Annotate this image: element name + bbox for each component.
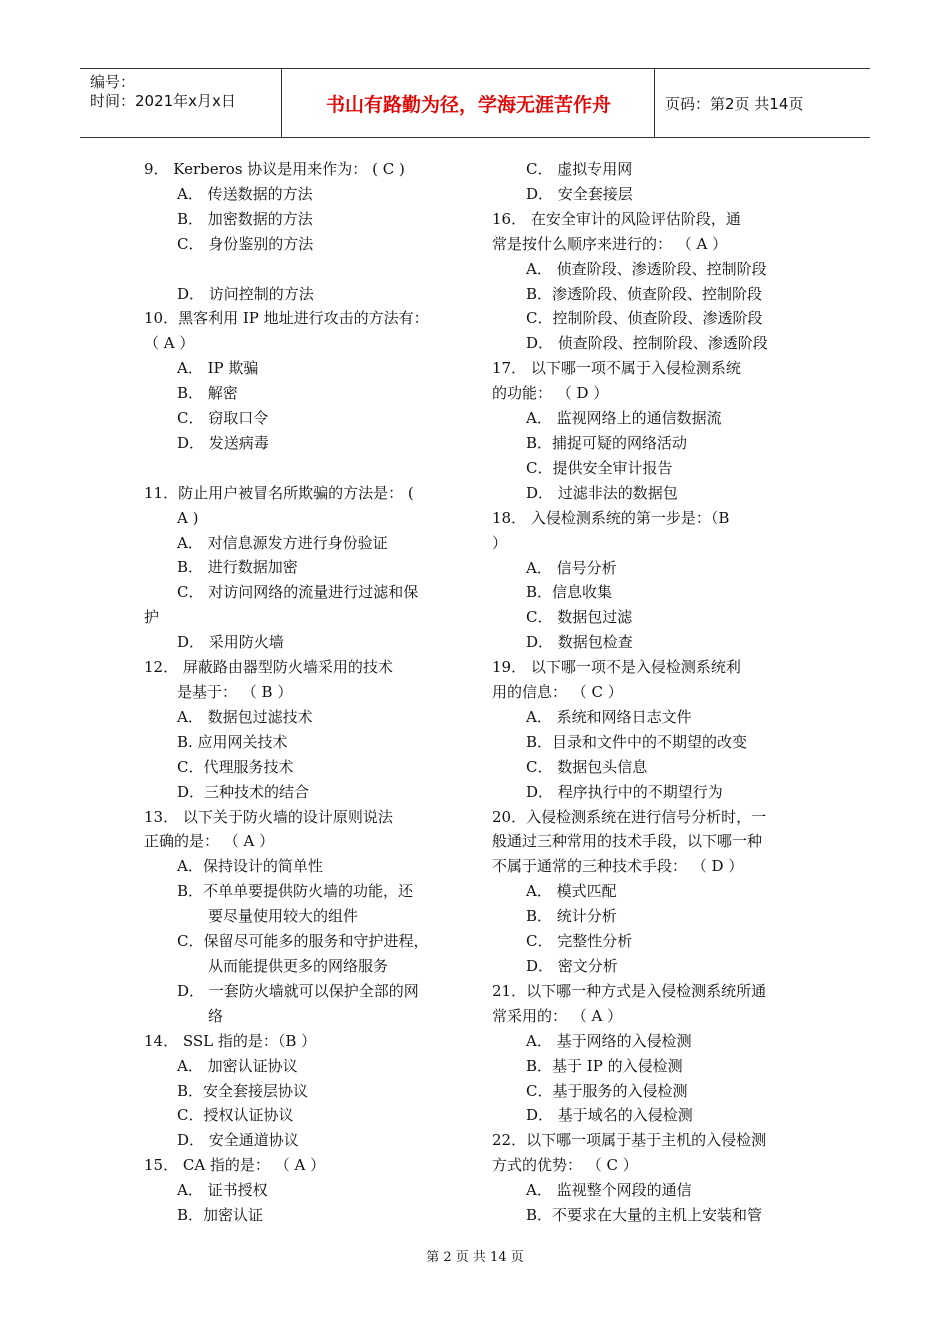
- option-line: D． 过滤非法的数据包: [526, 483, 678, 502]
- option-line: 从而能提供更多的网络服务: [208, 956, 389, 975]
- option-line: C． 数据包头信息: [526, 757, 648, 776]
- question-line: 22．以下哪一项属于基于主机的入侵检测: [492, 1131, 767, 1150]
- option-line: A． 对信息源发方进行身份验证: [177, 533, 388, 552]
- option-line: C．代理服务技术: [177, 757, 294, 776]
- option-line: B．安全套接层协议: [177, 1081, 309, 1100]
- option-line: C．保留尽可能多的服务和守护进程，: [177, 932, 429, 951]
- question-line: 10．黑客利用 IP 地址进行攻击的方法有：: [144, 309, 429, 328]
- option-line: C． 身份鉴别的方法: [177, 234, 314, 253]
- option-line: 护: [144, 608, 160, 627]
- option-line: B． 解密: [177, 384, 238, 403]
- option-line: B． 加密数据的方法: [177, 209, 313, 228]
- option-line: B. 应用网关技术: [177, 732, 288, 751]
- code-label: 编号：: [90, 73, 136, 91]
- option-line: C．提供安全审计报告: [526, 458, 673, 477]
- right-column: [492, 157, 810, 1228]
- question-line: 9． Kerberos 协议是用来作为： ( C ): [144, 160, 405, 178]
- option-line: B．捕捉可疑的网络活动: [526, 433, 688, 452]
- page-footer: 第 2 页 共 14 页: [426, 1250, 524, 1265]
- option-line: A．保持设计的简单性: [177, 857, 323, 876]
- option-line: 般通过三种常用的技术手段，以下哪一种: [492, 832, 763, 851]
- option-line: 是基于： （ B ）: [177, 683, 293, 701]
- option-line: 方式的优势： （ C ）: [492, 1156, 638, 1175]
- option-line: B．加密认证: [177, 1206, 264, 1225]
- option-line: 用的信息： （ C ）: [492, 683, 623, 702]
- option-line: A． 监视网络上的通信数据流: [526, 409, 722, 428]
- option-line: C．授权认证协议: [177, 1106, 294, 1125]
- option-line: D． 安全套接层: [526, 184, 633, 203]
- option-line: D．三种技术的结合: [177, 782, 310, 801]
- left-column: [144, 157, 470, 1228]
- question-line: 19． 以下哪一项不是入侵检测系统利: [492, 658, 741, 677]
- option-line: A． 系统和网络日志文件: [526, 707, 692, 726]
- option-line: A． 加密认证协议: [177, 1056, 298, 1075]
- blank-line: [144, 257, 470, 282]
- question-line: 16． 在安全审计的风险评估阶段，通: [492, 209, 741, 228]
- option-line: B． 进行数据加密: [177, 558, 298, 577]
- option-line: C．控制阶段、侦查阶段、渗透阶段: [526, 309, 763, 328]
- option-line: A． 监视整个网段的通信: [526, 1181, 692, 1200]
- question-line: 14． SSL 指的是：（B ）: [144, 1031, 317, 1050]
- option-line: D． 一套防火墙就可以保护全部的网: [177, 981, 419, 1000]
- header-motto: 书山有路勤为径，学海无涯苦作舟: [283, 69, 655, 137]
- question-line: 13． 以下关于防火墙的设计原则说法: [144, 807, 393, 826]
- question-line: 17． 以下哪一项不属于入侵检测系统: [492, 359, 741, 378]
- option-line: C． 虚拟专用网: [526, 160, 633, 178]
- option-line: A ): [177, 508, 199, 527]
- option-line: A． 信号分析: [526, 558, 617, 577]
- option-line: C． 窃取口令: [177, 409, 269, 428]
- option-line: （ A ）: [144, 334, 195, 353]
- option-line: B．基于 IP 的入侵检测: [526, 1056, 683, 1075]
- question-line: 18． 入侵检测系统的第一步是：（B: [492, 508, 730, 527]
- option-line: A． 数据包过滤技术: [177, 707, 313, 726]
- option-line: 络: [208, 1006, 224, 1025]
- option-line: A． 证书授权: [177, 1181, 268, 1200]
- option-line: A． 模式匹配: [526, 882, 617, 901]
- option-line: B．目录和文件中的不期望的改变: [526, 732, 748, 751]
- page-header: [80, 68, 870, 138]
- option-line: 常是按什么顺序来进行的： （ A ）: [492, 234, 728, 253]
- option-line: ）: [492, 533, 508, 552]
- option-line: C． 对访问网络的流量进行过滤和保: [177, 583, 419, 602]
- option-line: B． 统计分析: [526, 907, 617, 926]
- option-line: D． 密文分析: [526, 957, 618, 975]
- option-line: A． 侦查阶段、渗透阶段、控制阶段: [526, 259, 767, 278]
- option-line: B．不单单要提供防火墙的功能，还: [177, 882, 414, 901]
- option-line: C． 数据包过滤: [526, 608, 633, 627]
- option-line: B．信息收集: [526, 583, 613, 602]
- header-page-info: 页码：第2页 共14页: [665, 94, 804, 113]
- option-line: 不属于通常的三种技术手段： （ D ）: [492, 857, 744, 876]
- option-line: D． 安全通道协议: [177, 1131, 299, 1150]
- date-label: 时间：2021年x月x日: [90, 92, 236, 110]
- option-line: 常采用的： （ A ）: [492, 1006, 623, 1025]
- option-line: B．不要求在大量的主机上安装和管: [526, 1206, 763, 1225]
- option-line: C． 完整性分析: [526, 932, 633, 951]
- option-line: D． 程序执行中的不期望行为: [526, 782, 723, 801]
- question-line: 21．以下哪一种方式是入侵检测系统所通: [492, 981, 767, 1000]
- header-meta: [80, 69, 282, 137]
- option-line: D． 访问控制的方法: [177, 284, 314, 303]
- option-line: C．基于服务的入侵检测: [526, 1081, 688, 1100]
- option-line: D． 采用防火墙: [177, 633, 284, 652]
- option-line: D． 发送病毒: [177, 433, 269, 452]
- option-line: D． 基于域名的入侵检测: [526, 1106, 693, 1125]
- question-line: 15． CA 指的是： （ A ）: [144, 1156, 326, 1175]
- blank-line: [144, 456, 470, 481]
- option-line: B．渗透阶段、侦查阶段、控制阶段: [526, 284, 763, 303]
- question-line: 12． 屏蔽路由器型防火墙采用的技术: [144, 658, 393, 677]
- question-line: 20．入侵检测系统在进行信号分析时，一: [492, 807, 767, 826]
- option-line: D． 侦查阶段、控制阶段、渗透阶段: [526, 334, 768, 353]
- option-line: 的功能： （ D ）: [492, 384, 609, 403]
- option-line: A． 基于网络的入侵检测: [526, 1031, 692, 1050]
- option-line: 要尽量使用较大的组件: [208, 907, 359, 926]
- option-line: 正确的是： （ A ）: [144, 832, 275, 851]
- option-line: D． 数据包检查: [526, 633, 633, 652]
- option-line: A． 传送数据的方法: [177, 184, 313, 203]
- option-line: A． IP 欺骗: [177, 359, 259, 378]
- question-line: 11．防止用户被冒名所欺骗的方法是： (: [144, 483, 414, 502]
